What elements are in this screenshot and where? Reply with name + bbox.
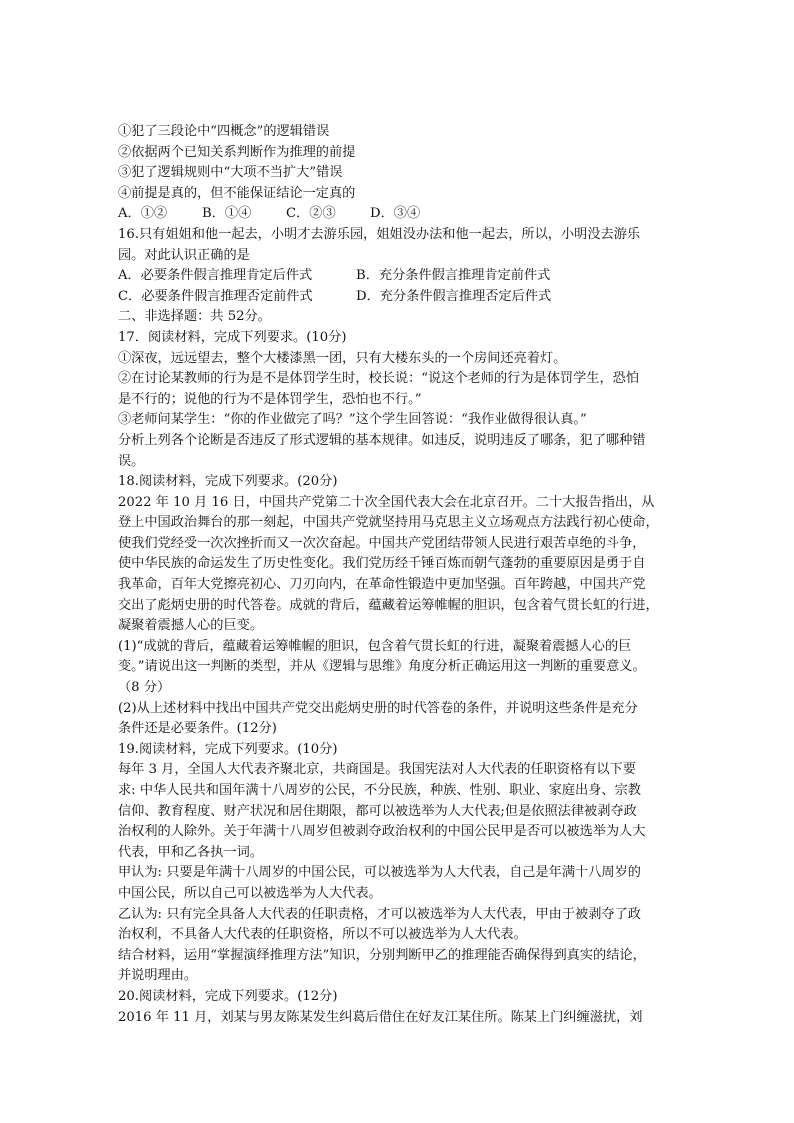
- q15-choice-d: D．③④: [370, 206, 421, 222]
- q16-stem-line-2: 园。对此认识正确的是: [118, 247, 250, 263]
- q15-choice-b: B．①④: [202, 206, 252, 222]
- q19-line: 信仰、教育程度、财产状况和居住期限，都可以被选举为人大代表;但是依照法律被剥夺政: [118, 803, 637, 819]
- q17-line: 是不行的；说他的行为不是体罚学生，恐怕也不行。”: [118, 391, 422, 407]
- exam-page: [118, 122, 678, 1028]
- q17-line: ②在讨论某教师的行为是不是体罚学生时，校长说：“说这个老师的行为是体罚学生，恐怕: [118, 371, 640, 387]
- q18-line: 条件还是必要条件。(12分): [118, 721, 277, 737]
- q17-line: ①深夜，远远望去，整个大楼漆黑一团，只有大楼东头的一个房间还亮着灯。: [118, 350, 567, 366]
- q18-line: 使我们党经受一次次挫折而又一次次奋起。中国共产党团结带领人民进行艰苦卓绝的斗争，: [118, 535, 646, 551]
- q15-choice-c: C．②③: [286, 206, 336, 222]
- q15-option-1: ①犯了三段论中“四概念”的逻辑错误: [118, 124, 330, 139]
- q20-header: 20.阅读材料，完成下列要求。(12分): [118, 988, 338, 1004]
- q18-subquestion-2: (2)从上述材料中找出中国共产党交出彪炳史册的时代答卷的条件，并说明这些条件是充分: [118, 700, 638, 716]
- q15-choices: [118, 204, 678, 225]
- q19-line: 每年 3 月，全国人大代表齐聚北京，共商国是。我国宪法对人大代表的任职资格有以下要: [118, 762, 636, 778]
- section-heading-non-choice: 二、非选择题：共 52分。: [118, 309, 271, 325]
- q18-subquestion-1: (1)“成就的背后，蕴藏着运筹帷幄的胆识，包含着气贯长虹的行进，凝聚着震撼人心的巨: [118, 638, 632, 654]
- q18-line: 交出了彪炳史册的时代答卷。成就的背后，蕴藏着运筹帷幄的胆识，包含着气贯长虹的行进，: [118, 597, 659, 613]
- q15-options: [118, 122, 678, 225]
- q19-line: 求: 中华人民共和国年满十八周岁的公民，不分民族，种族、性别、职业、家庭出身、宗教: [118, 783, 641, 798]
- q17-header: 17．阅读材料，完成下列要求。(10分): [118, 329, 347, 345]
- question-18: [118, 472, 678, 740]
- q16-choice-a: A．必要条件假言推理肯定后件式: [118, 268, 313, 284]
- q16-choice-b: B．充分条件假言推理肯定前件式: [356, 268, 551, 284]
- question-16: [118, 225, 678, 307]
- q17-line: 分析上列各个论断是否违反了形式逻辑的基本规律。如违反，说明违反了哪条，犯了哪种错: [118, 432, 646, 448]
- q18-line: 凝聚着震撼人心的巨变。: [118, 618, 264, 634]
- q19-line: 代表，甲和乙各执一词。: [118, 844, 264, 860]
- q19-line: 乙认为: 只有完全具备人大代表的任职责格，才可以被选举为人大代表，甲由于被剥夺了政: [118, 906, 641, 922]
- question-19: [118, 740, 678, 987]
- q19-line: 甲认为: 只要是年满十八周岁的中国公民，可以被选举为人大代表，自己是年满十八周岁的: [118, 865, 641, 881]
- q16-choice-d: D．充分条件假言推理否定后件式: [356, 288, 552, 304]
- q18-line: （8 分）: [118, 680, 171, 696]
- q19-line: 治权利的人除外。关于年满十八周岁但被剥夺政治权利的中国公民甲是否可以被选举为人大: [118, 824, 646, 840]
- q16-choice-c: C．必要条件假言推理否定前件式: [118, 288, 313, 304]
- question-20: [118, 987, 678, 1028]
- q17-line: ③老师问某学生：“你的作业做完了吗？”这个学生回答说：“我作业做得很认真。”: [118, 412, 587, 428]
- q20-line: 2016 年 11 月，刘某与男友陈某发生纠葛后借住在好友江某住所。陈某上门纠缠滋扰，刘: [118, 1009, 643, 1025]
- q19-line: 中国公民，所以自己可以被选举为人大代表。: [118, 885, 382, 901]
- q16-choices-row-1: [118, 266, 678, 287]
- question-17: [118, 328, 678, 472]
- q16-stem-line-1: 16.只有姐姐和他一起去，小明才去游乐园，姐姐没办法和他一起去，所以，小明没去游乐: [118, 226, 641, 242]
- q18-line: 2022 年 10 月 16 日，中国共产党第二十次全国代表大会在北京召开。二十大报告指出，从: [118, 494, 655, 510]
- q19-header: 19.阅读材料，完成下列要求。(10分): [118, 741, 338, 757]
- q19-line: 并说明理由。: [118, 968, 198, 984]
- q19-line: 治权利，不具备人大代表的任职资格，所以不可以被选举为人大代表。: [118, 927, 527, 943]
- q15-option-2: ②依据两个已知关系判断作为推理的前提: [118, 144, 356, 160]
- q17-line: 误。: [118, 453, 145, 469]
- q18-line: 我革命，百年大党擦亮初心、刀刃向内，在革命性锻造中更加坚强。百年跨越，中国共产党: [118, 577, 646, 593]
- q16-choices-row-2: [118, 287, 678, 308]
- q15-choice-a: A．①②: [118, 206, 168, 222]
- q19-line: 结合材料，运用“掌握演绎推理方法”知识，分别判断甲乙的推理能否确保得到真实的结论，: [118, 947, 646, 963]
- q18-header: 18.阅读材料，完成下列要求。(20分): [118, 474, 338, 490]
- q18-line: 变。”请说出这一判断的类型，并从《逻辑与思维》角度分析正确运用这一判断的重要意义。: [118, 659, 646, 675]
- q15-option-3: ③犯了逻辑规则中“大项不当扩大”错误: [118, 165, 343, 181]
- q18-line: 使中华民族的命运发生了历史性变化。我们党历经千锤百炼而朝气蓬勃的重要原因是勇于自: [118, 556, 646, 572]
- q15-option-4: ④前提是真的，但不能保证结论一定真的: [118, 185, 356, 201]
- q18-line: 登上中国政治舞台的那一刻起，中国共产党就坚持用马克思主义立场观点方法践行初心使命，: [118, 515, 659, 531]
